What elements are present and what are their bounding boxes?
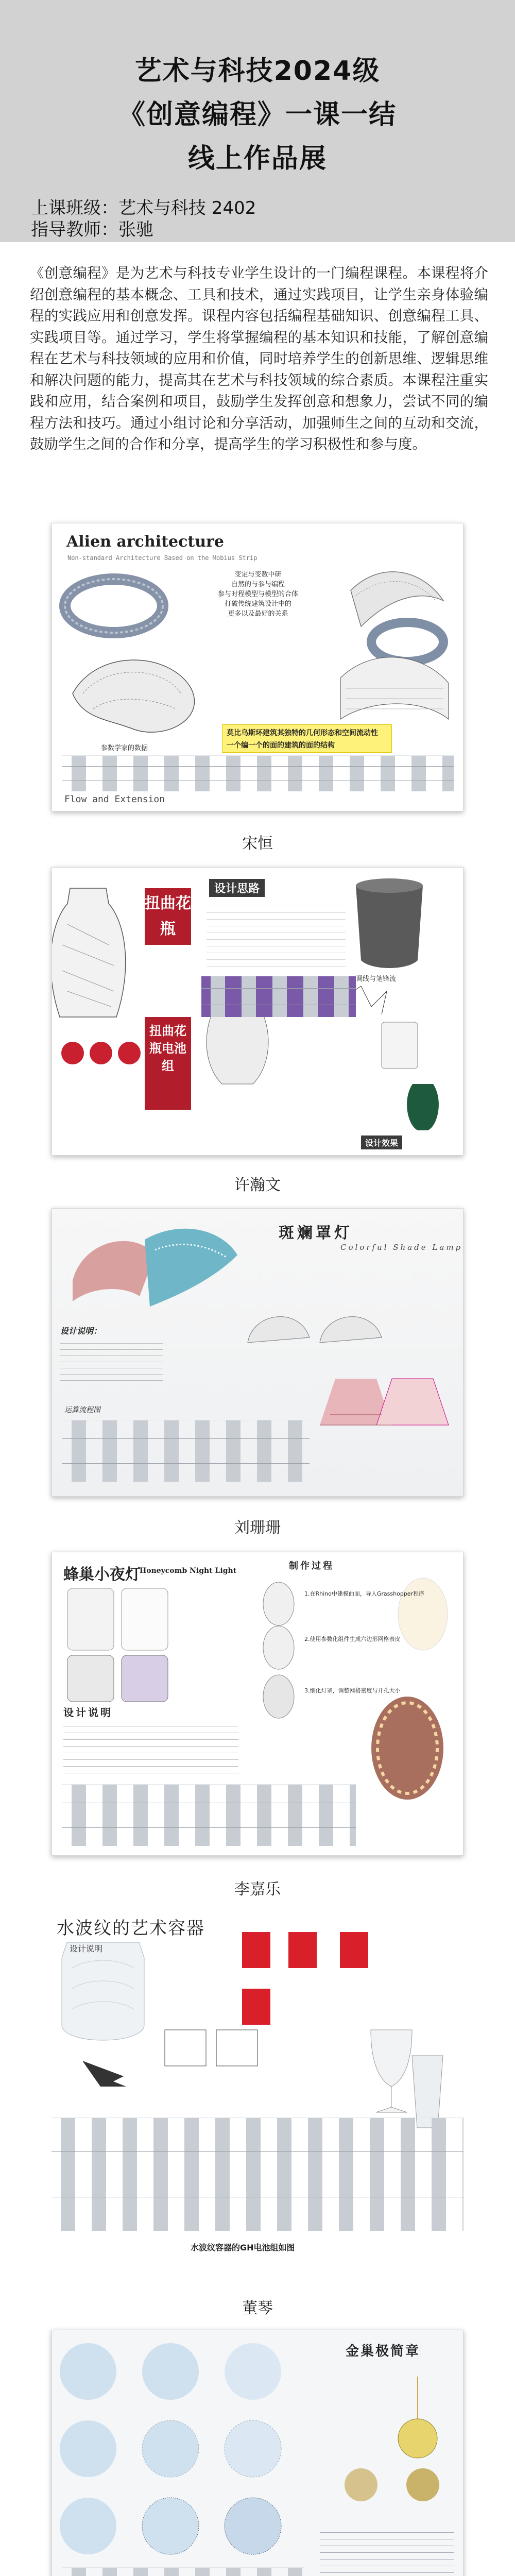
work-title-cn: 蜂巢小夜灯 (63, 1566, 141, 1584)
note-line: 打破传统建筑设计中的 (224, 600, 291, 608)
work-title: Alien architecture (66, 533, 224, 551)
diagram-label: 调线与笔锋流 (356, 975, 397, 983)
work-footer: Flow and Extension (64, 794, 165, 805)
course-introduction: 《创意编程》是为艺术与科技专业学生设计的一门编程课程。本课程将介绍创意编程的基本概念、工具和技术，通过实践项目，让学生亲身体验编程的实践应用和创意发挥。课程内容包括编程基础知识、创意编程工具、实践项目等。通过学习，学生将掌握编程的基本知识和技能，了解创意编程在艺术与科技领域的应用和价值，同时培养学生的创新思维、逻辑思维和解决问题的能力，提高其在艺术与科技领域的综合素质。本课程注重实践和应用，结合案例和项目，鼓励学生发挥创意和想象力，尝试不同的编程方法和技巧。通过小组讨论和分享活动，加强师生之间的互动和交流，鼓励学生之间的合作和分享，提高学生的学习积极性和参与度。 (30, 265, 488, 452)
diagram-label: 参数学家的数据 (101, 744, 148, 752)
highlight-text: 莫比乌斯环建筑其独特的几何形态和空间流动性 一个编一个的面的建筑的面的结构 (227, 729, 378, 750)
notes-block (191, 570, 325, 619)
title-line-3: 线上作品展 (187, 143, 327, 174)
design-heading: 设计说明 (70, 1944, 103, 1954)
highlight-box (222, 724, 392, 753)
header-banner (0, 0, 515, 242)
grasshopper-graph (62, 755, 454, 791)
teacher-label: 指导教师：张驰 (31, 219, 153, 240)
title-line-1: 艺术与科技2024级 (134, 56, 381, 87)
work-title-cn: 斑斓罩灯 (279, 1224, 353, 1242)
grasshopper-graph (201, 976, 356, 1017)
process-step: 2.使用参数化组件生成六边形网格表皮 (304, 1636, 401, 1642)
work-title-cn: 水波纹的艺术容器 (57, 1918, 205, 1939)
title-line-2: 《创意编程》一课一结 (118, 99, 397, 130)
work-card-6[interactable] (52, 2330, 464, 2576)
grasshopper-graph (62, 1420, 310, 1482)
design-text-block (207, 900, 346, 967)
work-card-1[interactable] (52, 523, 464, 811)
work-panel-5[interactable] (52, 1911, 464, 2272)
note-line: 变定与变数中研 (234, 571, 282, 579)
design-text-block (60, 1337, 163, 1384)
grasshopper-graph (52, 2117, 464, 2231)
process-step: 3.细化灯罩，调整网格密度与开孔大小 (304, 1687, 401, 1694)
grasshopper-graph (62, 1784, 356, 1846)
diagram-label: 运算流程图 (64, 1406, 100, 1414)
design-heading: 设计说明 (63, 1706, 113, 1719)
grasshopper-graph (62, 2567, 304, 2576)
note-line: 自然的与参与编程 (231, 581, 285, 588)
student-name: 刘珊珊 (234, 1519, 281, 1537)
work-card-3[interactable] (52, 1208, 464, 1497)
note-line: 更多以及最好的关系 (228, 610, 288, 618)
work-title-en: Honeycomb Night Light (140, 1567, 237, 1575)
note-line: 参与时程模型与模型的合体 (217, 590, 298, 598)
process-step: 1.在Rhino中建模曲面，导入Grasshopper程序 (304, 1590, 425, 1597)
design-heading: 设计说明： (60, 1326, 102, 1336)
effect-label: 设计效果 (361, 1136, 402, 1149)
design-text-block (320, 2526, 454, 2576)
student-name: 李嘉乐 (234, 1880, 281, 1899)
process-heading: 制作过程 (289, 1561, 334, 1571)
design-text-block (63, 1720, 238, 1776)
work-title-en: Colorful Shade Lamp (340, 1243, 463, 1252)
student-name: 宋恒 (242, 835, 273, 853)
work-title-cn: 金巢极简章 (346, 2344, 421, 2359)
class-label: 上课班级：艺术与科技 2402 (31, 198, 256, 218)
gh-caption: 水波纹容器的GH电池组如图 (191, 2243, 295, 2252)
work-subtitle: Non-standard Architecture Based on the Mobius Strip (67, 554, 258, 562)
heading-badge-1: 扭曲花瓶 (145, 888, 191, 945)
student-name: 许瀚文 (234, 1176, 281, 1194)
work-card-2[interactable] (52, 867, 464, 1156)
student-name: 董琴 (242, 2299, 273, 2317)
design-heading: 设计思路 (209, 879, 265, 897)
work-card-4[interactable] (52, 1552, 464, 1856)
heading-badge-2: 扭曲花瓶电池组 (145, 1017, 191, 1110)
